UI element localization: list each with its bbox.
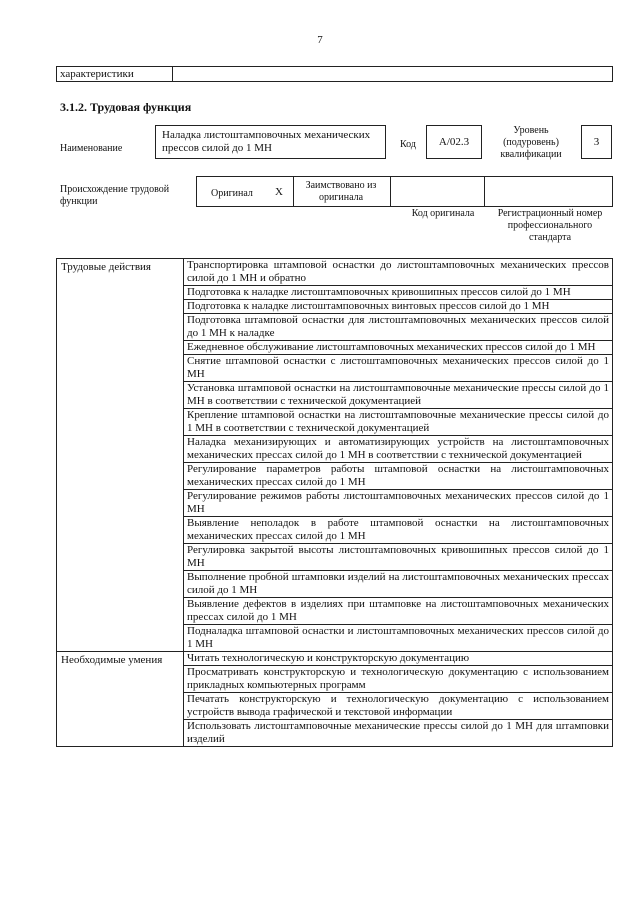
labor-action-text: Подготовка к наладке листоштамповочных винтовых прессов силой до 1 МН — [184, 300, 613, 314]
level-box — [581, 125, 612, 159]
labor-action-text: Подналадка штамповой оснастки и листоштамповочных механических прессов силой до 1 МН — [184, 625, 613, 652]
labor-actions-label: Трудовые действия — [57, 259, 184, 652]
level-label: Уровень (подуровень) квалификации — [500, 125, 562, 160]
original-mark: X — [275, 186, 283, 198]
code-label: Код — [400, 139, 416, 150]
labor-action-text: Регулирование режимов работы листоштамповочных механических прессов силой до 1 МН — [184, 490, 613, 517]
skill-text: Использовать листоштамповочные механические прессы силой до 1 МН для штамповки изделий — [184, 720, 613, 747]
skills-label: Необходимые умения — [57, 652, 184, 747]
level-value: 3 — [593, 136, 600, 148]
origin-divider-1 — [293, 177, 294, 206]
code-original-caption: Код оригинала — [411, 208, 475, 219]
labor-action-text: Крепление штамповой оснастки на листоштамповочные механические прессы силой до 1 МН в соответствии с технической документацией — [184, 409, 613, 436]
code-box — [426, 125, 482, 159]
naming-label: Наименование — [60, 143, 123, 154]
borrowed-label: Заимствовано из оригинала — [305, 180, 377, 203]
skill-text: Печатать конструкторскую и технологическую документацию с использованием устройств вывода графической и текстовой информации — [184, 693, 613, 720]
labor-action-text: Регулировка закрытой высоты листоштамповочных кривошипных прессов силой до 1 МН — [184, 544, 613, 571]
labor-action-text: Регулирование параметров работы штамповой оснастки на листоштамповочных механических прессах силой до 1 МН — [184, 463, 613, 490]
skill-text: Читать технологическую и конструкторскую документацию — [184, 652, 613, 666]
section-title: 3.1.2. Трудовая функция — [60, 100, 192, 114]
original-label: Оригинал — [211, 188, 253, 199]
labor-action-text: Ежедневное обслуживание листоштамповочных механических прессов силой до 1 МН — [184, 341, 613, 355]
skill-text: Просматривать конструкторскую и технологическую документацию с использованием прикладных компьютерных программ — [184, 666, 613, 693]
labor-action-text: Наладка механизирующих и автоматизирующих устройств на листоштамповочных механических прессах силой до 1 МН в соответствии с технической документацией — [184, 436, 613, 463]
labor-action-text: Выявление неполадок в работе штамповой оснастки на листоштамповочных механических прессах силой до 1 МН — [184, 517, 613, 544]
labor-action-text: Подготовка к наладке листоштамповочных кривошипных прессов силой до 1 МН — [184, 286, 613, 300]
prev-table-row — [56, 66, 613, 82]
labor-action-text: Выявление дефектов в изделиях при штамповке на листоштамповочных механических прессах силой до 1 МН — [184, 598, 613, 625]
reg-number-caption: Регистрационный номер профессионального стандарта — [497, 208, 603, 243]
labor-function-table — [56, 258, 613, 747]
page-number: 7 — [317, 34, 323, 46]
labor-action-text: Транспортировка штамповой оснастки до листоштамповочных механических прессов силой до 1 МН и обратно — [184, 259, 613, 286]
code-value: A/02.3 — [438, 136, 470, 148]
function-name-box — [155, 125, 386, 159]
labor-action-text: Подготовка штамповой оснастки для листоштамповочных механических прессов силой до 1 МН к наладке — [184, 314, 613, 341]
function-name: Наладка листоштамповочных механических прессов силой до 1 МН — [162, 129, 371, 154]
origin-table — [196, 176, 613, 207]
labor-action-text: Выполнение пробной штамповки изделий на листоштамповочных механических прессах силой до 1 МН — [184, 571, 613, 598]
origin-divider-3 — [484, 177, 485, 206]
skill-row — [57, 652, 613, 666]
origin-label: Происхождение трудовой функции — [60, 184, 170, 207]
labor-action-text: Установка штамповой оснастки на листоштамповочные механические прессы силой до 1 МН в соответствии с технической документацией — [184, 382, 613, 409]
prev-row-label: характеристики — [60, 68, 134, 80]
origin-divider-2 — [390, 177, 391, 206]
labor-action-row — [57, 259, 613, 286]
prev-row-divider — [172, 67, 173, 81]
labor-action-text: Снятие штамповой оснастки с листоштамповочных механических прессов силой до 1 МН — [184, 355, 613, 382]
